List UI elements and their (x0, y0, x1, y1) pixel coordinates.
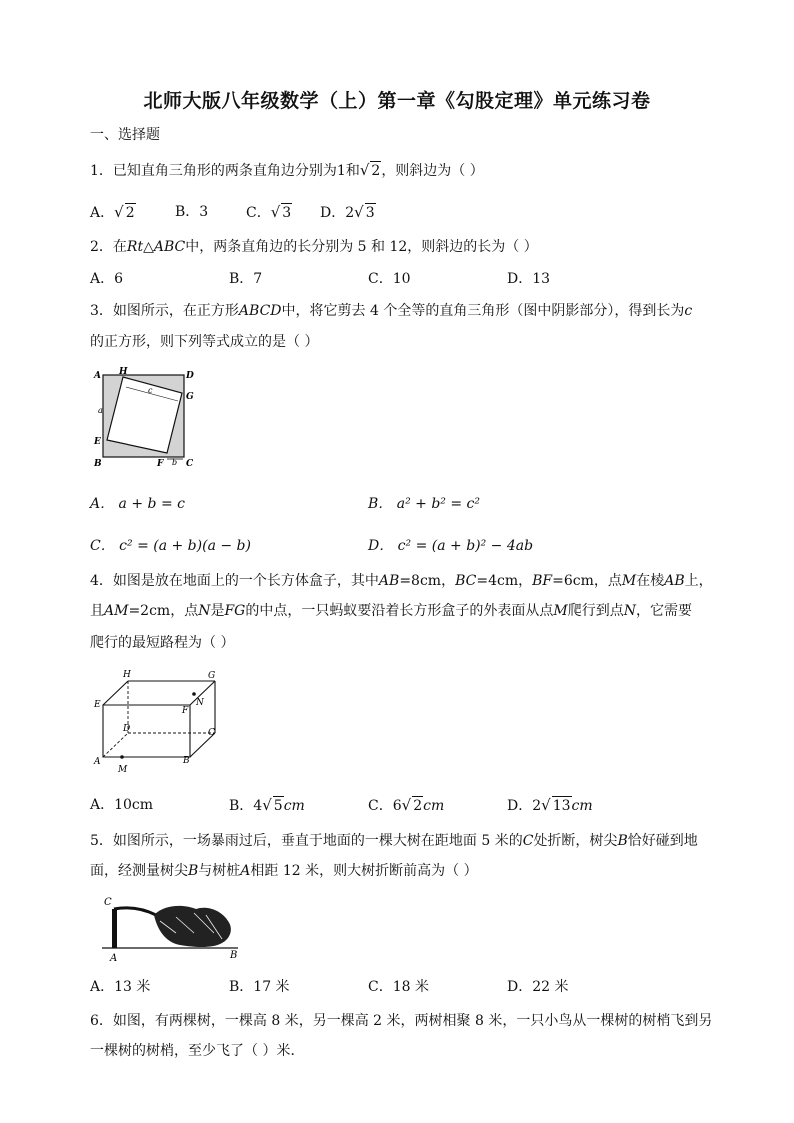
question-3-line1: 3．如图所示，在正方形ABCD中，将它剪去 4 个全等的直角三角形（图中阴影部分），得到长为c (90, 303, 693, 319)
q3-label-B: B (94, 459, 102, 469)
question-6-line1: 6．如图，有两棵树，一棵高 8 米，另一棵高 2 米，两树相聚 8 米，一只小鸟从一棵树的树梢飞到另 (90, 1013, 713, 1029)
question-5-line1: 5．如图所示，一场暴雨过后，垂直于地面的一棵大树在距地面 5 米的C处折断，树尖B恰好碰到地 (90, 833, 698, 849)
question-1: 1．已知直角三角形的两条直角边分别为1和√ 2，则斜边为（ ） (90, 161, 484, 179)
q3-label-A: A (94, 371, 101, 381)
q2-option-b[interactable]: B．7 (229, 271, 263, 287)
q3-label-H: H (119, 367, 128, 377)
q3-option-d[interactable]: D． c² = (a + b)² − 4ab (368, 538, 534, 554)
q4-box-figure (90, 665, 230, 777)
q3-label-G: G (186, 392, 194, 402)
question-2: 2．在Rt△ABC中，两条直角边的长分别为 5 和 12，则斜边的长为（ ） (90, 239, 538, 255)
q4-label-C: C (208, 728, 215, 738)
q4-option-d[interactable]: D．2√ 13cm (507, 796, 593, 814)
q3-option-a[interactable]: A． a + b = c (90, 496, 185, 512)
q4-label-M: M (118, 765, 128, 775)
question-6-line2: 一棵树的树梢，至少飞了（ ）米． (90, 1043, 305, 1059)
question-3-line2: 的正方形，则下列等式成立的是（ ） (90, 334, 319, 350)
question-4-line2: 且AM=2cm，点N是FG的中点，一只蚂蚁要沿着长方形盒子的外表面从点M爬行到点N，它需要 (90, 603, 692, 619)
section-heading: 一、选择题 (90, 127, 160, 143)
q1-option-c[interactable]: C．√ 3 (246, 203, 292, 221)
q4-label-H: H (123, 670, 131, 680)
q3-option-b[interactable]: B． a² + b² = c² (368, 496, 480, 512)
q5-label-C: C (104, 897, 112, 908)
q2-option-d[interactable]: D．13 (507, 271, 551, 287)
q1-radicand: 2 (371, 163, 381, 179)
q5-option-c[interactable]: C．18 米 (368, 979, 429, 995)
q4-label-G: G (208, 671, 216, 681)
question-4-line3: 爬行的最短路程为（ ） (90, 635, 235, 651)
q2-option-a[interactable]: A．6 (90, 271, 124, 287)
q3-label-F: F (157, 459, 164, 469)
q5-tree-figure (96, 893, 246, 965)
q5-option-b[interactable]: B．17 米 (229, 979, 290, 995)
q4-point-N (192, 692, 196, 696)
q5-option-d[interactable]: D．22 米 (507, 979, 569, 995)
q4-option-b[interactable]: B．4√ 5cm (229, 796, 305, 814)
q4-label-N: N (196, 698, 204, 708)
q4-label-F: F (182, 706, 189, 716)
q4-point-M (120, 755, 124, 759)
question-4-line1: 4．如图是放在地面上的一个长方体盒子，其中AB=8cm，BC=4cm，BF=6cm，点M在棱AB上， (90, 573, 713, 589)
q4-label-A: A (94, 757, 101, 767)
q5-label-A: A (110, 953, 118, 964)
q5-label-B: B (230, 950, 238, 961)
q4-label-E: E (94, 700, 101, 710)
q3-square-figure (90, 365, 200, 473)
q3-label-E: E (94, 437, 101, 447)
q4-option-a[interactable]: A．10cm (90, 797, 154, 813)
q1-tail: ，则斜边为（ ） (381, 163, 484, 179)
q5-option-a[interactable]: A．13 米 (90, 979, 151, 995)
q4-label-D: D (123, 724, 131, 734)
q4-option-c[interactable]: C．6√ 2cm (368, 796, 445, 814)
q3-label-D: D (186, 371, 194, 381)
q4-label-B: B (183, 756, 190, 766)
q1-text: 1．已知直角三角形的两条直角边分别为1和 (90, 163, 360, 179)
q1-option-a[interactable]: A．√ 2 (90, 203, 135, 221)
q1-option-b[interactable]: B．3 (175, 204, 209, 220)
q3-label-C: C (186, 459, 194, 469)
question-5-line2: 面，经测量树尖B与树桩A相距 12 米，则大树折断前高为（ ） (90, 863, 478, 879)
q3-label-b: b (172, 458, 178, 467)
q3-label-c: c (148, 386, 153, 395)
q3-option-c[interactable]: C． c² = (a + b)(a − b) (90, 538, 251, 554)
q1-option-d[interactable]: D．2√ 3 (320, 203, 375, 221)
q3-label-a: a (98, 406, 103, 415)
page-title: 北师大版八年级数学（上）第一章《勾股定理》单元练习卷 (143, 90, 651, 112)
q2-option-c[interactable]: C．10 (368, 271, 411, 287)
